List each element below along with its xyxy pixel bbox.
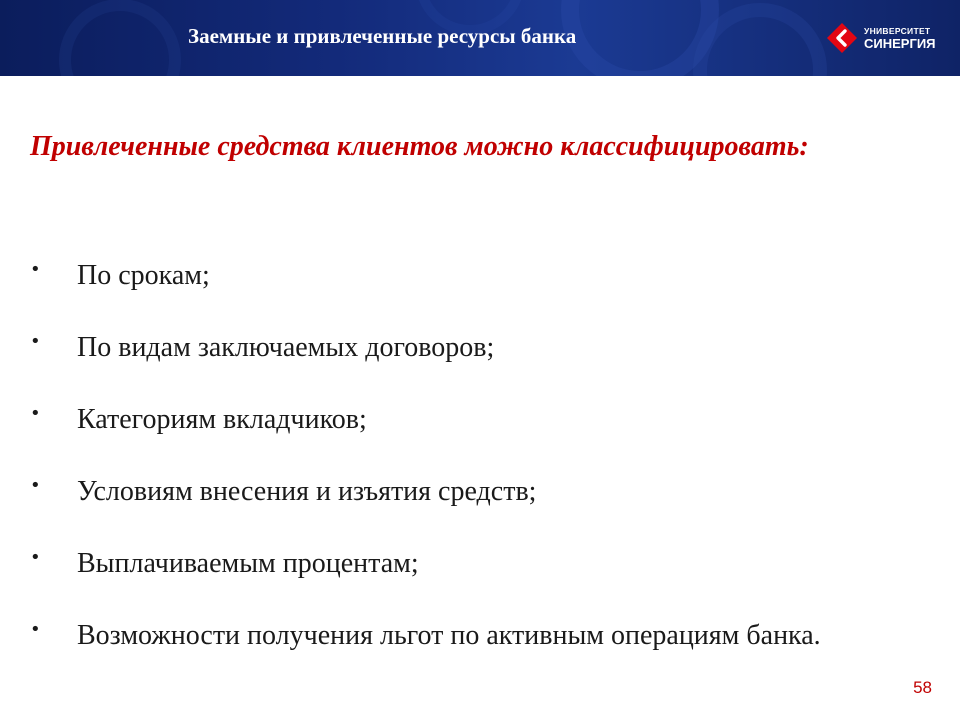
bullet-icon: • (30, 403, 41, 424)
list-item-text: Выплачиваемым процентам; (77, 548, 419, 579)
list-item (30, 386, 821, 458)
bullet-icon: • (30, 547, 41, 568)
bullet-icon: • (30, 619, 41, 640)
list-item-text: По видам заключаемых договоров; (77, 332, 495, 363)
list-item-text: Условиям внесения и изъятия средств; (77, 476, 537, 507)
logo-text (864, 25, 936, 50)
slide-header (0, 0, 960, 76)
logo-line-university: УНИВЕРСИТЕТ (864, 26, 931, 36)
list-item-text: Категориям вкладчиков; (77, 404, 367, 435)
synergy-logo (826, 22, 944, 56)
list-item (30, 530, 821, 602)
bullet-icon: • (30, 331, 41, 352)
list-item-text: Возможности получения льгот по активным операциям банка. (77, 620, 821, 651)
list-item (30, 602, 821, 674)
classification-list (30, 242, 821, 674)
list-item (30, 242, 821, 314)
bullet-icon: • (30, 475, 41, 496)
slide-title: Заемные и привлеченные ресурсы банка (188, 24, 577, 48)
synergy-logo-icon (826, 22, 858, 54)
list-item (30, 314, 821, 386)
bullet-icon: • (30, 259, 41, 280)
list-item (30, 458, 821, 530)
page-number: 58 (913, 678, 932, 697)
content-heading: Привлеченные средства клиентов можно классифицировать: (30, 131, 809, 162)
list-item-text: По срокам; (77, 260, 210, 291)
logo-line-synergy: СИНЕРГИЯ (864, 36, 936, 51)
